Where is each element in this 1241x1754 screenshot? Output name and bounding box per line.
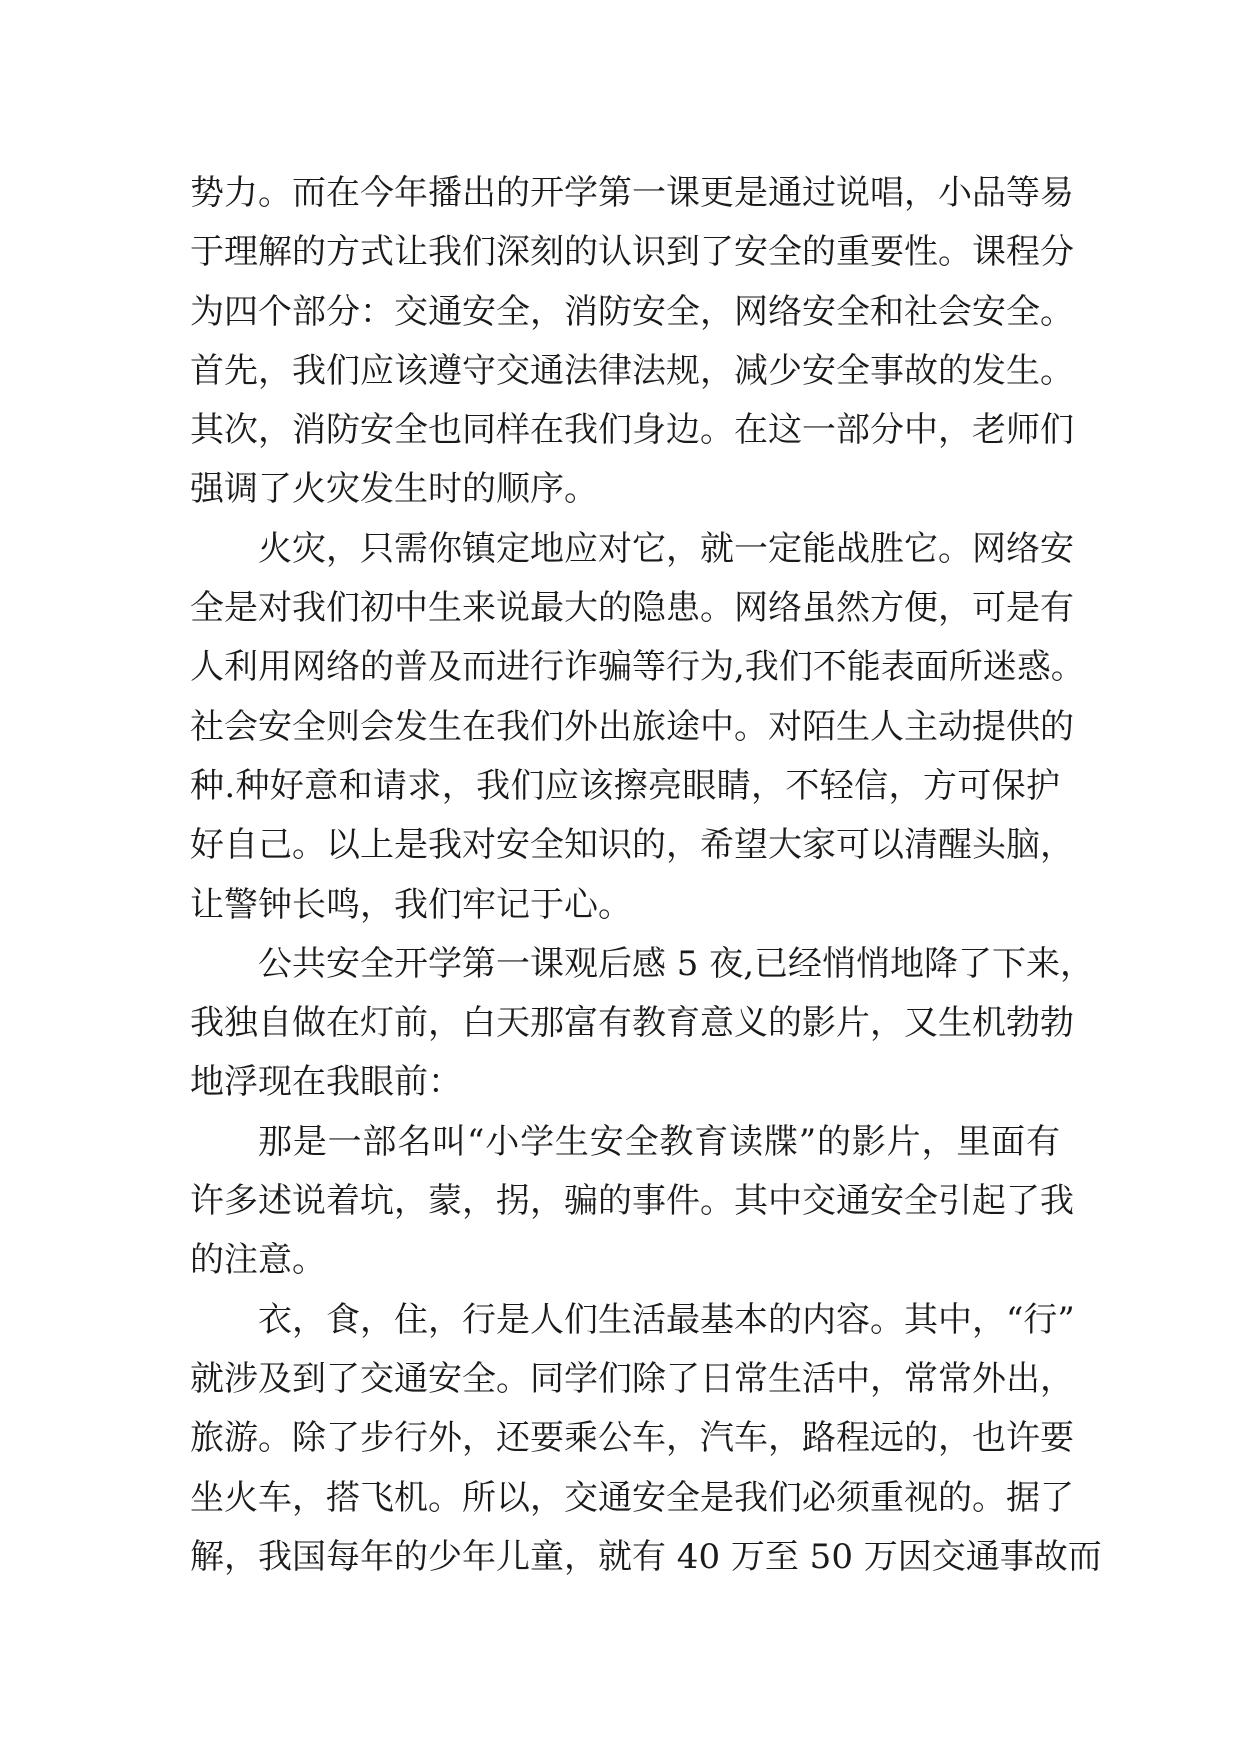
text-line: 那是一部名叫“小学生安全教育读牒”的影片，里面有 [258, 1121, 1060, 1162]
text-line: 首先，我们应该遵守交通法律法规，减少安全事故的发生。 [190, 350, 1074, 391]
text-line: 我独自做在灯前，白天那富有教育意义的影片，又生机勃勃 [190, 1003, 1074, 1044]
text-line: 就涉及到了交通安全。同学们除了日常生活中，常常外出， [190, 1358, 1074, 1399]
text-line: 人利用网络的普及而进行诈骗等行为,我们不能表面所迷惑。 [190, 647, 1085, 688]
text-line: 火灾，只需你镇定地应对它，就一定能战胜它。网络安 [258, 528, 1074, 569]
paragraph [190, 1113, 1074, 1291]
text-line: 为四个部分：交通安全，消防安全，网络安全和社会安全。 [190, 291, 1074, 332]
text-line: 公共安全开学第一课观后感 5 夜,已经悄悄地降了下来， [258, 943, 1095, 984]
paragraph [190, 164, 1074, 520]
text-line: 强调了火灾发生时的顺序。 [190, 469, 598, 510]
text-line: 坐火车，搭飞机。所以，交通安全是我们必须重视的。据了 [190, 1477, 1074, 1518]
text-line: 种.种好意和请求，我们应该擦亮眼睛，不轻信，方可保护 [190, 765, 1060, 806]
text-line: 全是对我们初中生来说最大的隐患。网络虽然方便，可是有 [190, 588, 1074, 629]
text-line: 势力。而在今年播出的开学第一课更是通过说唱，小品等易 [190, 173, 1074, 213]
text-line: 解，我国每年的少年儿童，就有 40 万至 50 万因交通事故而 [190, 1536, 1102, 1577]
text-line: 好自己。以上是我对安全知识的，希望大家可以清醒头脑， [190, 825, 1074, 866]
text-line: 社会安全则会发生在我们外出旅途中。对陌生人主动提供的 [190, 706, 1074, 747]
text-line: 其次，消防安全也同样在我们身边。在这一部分中，老师们 [190, 410, 1074, 451]
text-line: 许多述说着坑，蒙，拐，骗的事件。其中交通安全引起了我 [190, 1181, 1074, 1222]
text-line: 地浮现在我眼前： [190, 1062, 462, 1103]
paragraph [190, 1291, 1102, 1587]
document-body [190, 164, 1102, 1587]
text-line: 让警钟长鸣，我们牢记于心。 [190, 884, 632, 925]
paragraph [190, 935, 1095, 1113]
text-line: 于理解的方式让我们深刻的认识到了安全的重要性。课程分 [190, 232, 1074, 273]
text-line: 旅游。除了步行外，还要乘公车，汽车，路程远的，也许要 [190, 1418, 1074, 1459]
text-line: 衣，食，住，行是人们生活最基本的内容。其中，“行” [258, 1299, 1075, 1340]
text-line: 的注意。 [190, 1240, 326, 1281]
paragraph [190, 520, 1085, 935]
